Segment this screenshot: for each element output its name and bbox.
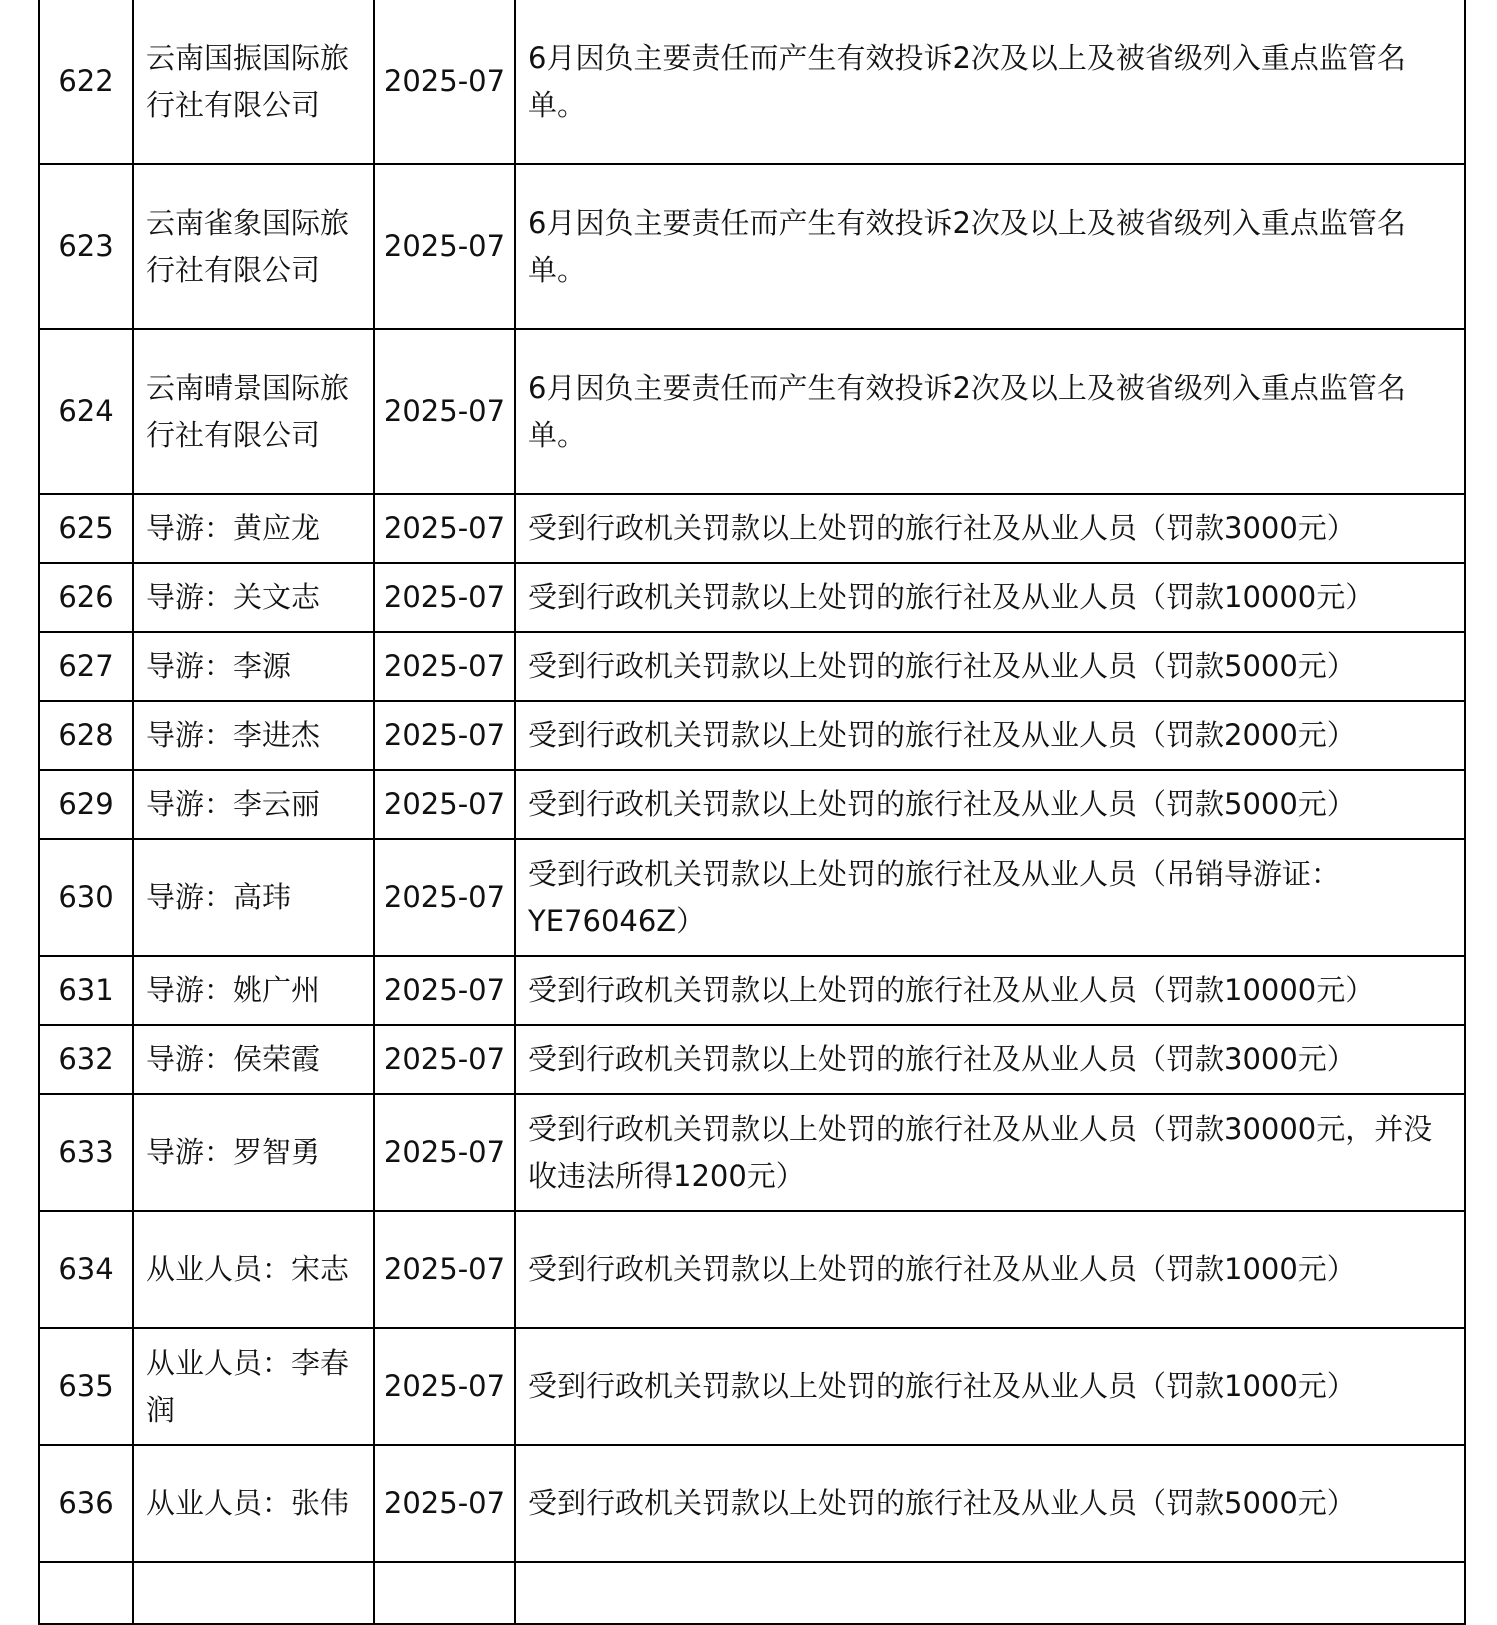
listing-reason: 受到行政机关罚款以上处罚的旅行社及从业人员（吊销导游证：YE76046Z） xyxy=(515,839,1465,956)
listing-reason: 受到行政机关罚款以上处罚的旅行社及从业人员（罚款10000元） xyxy=(515,563,1465,632)
table-row xyxy=(39,1328,1465,1445)
listing-reason: 6月因负主要责任而产生有效投诉2次及以上及被省级列入重点监管名单。 xyxy=(515,0,1465,164)
entity-name: 导游：李源 xyxy=(133,632,374,701)
listing-date: 2025-07 xyxy=(374,1025,515,1094)
listing-date: 2025-07 xyxy=(374,839,515,956)
listing-reason: 受到行政机关罚款以上处罚的旅行社及从业人员（罚款3000元） xyxy=(515,494,1465,563)
entity-name: 云南国振国际旅行社有限公司 xyxy=(133,0,374,164)
table-row xyxy=(39,1211,1465,1328)
listing-reason: 受到行政机关罚款以上处罚的旅行社及从业人员（罚款10000元） xyxy=(515,956,1465,1025)
entity-name: 从业人员：李春润 xyxy=(133,1328,374,1445)
row-number: 629 xyxy=(39,770,133,839)
listing-reason: 受到行政机关罚款以上处罚的旅行社及从业人员（罚款30000元，并没收违法所得1200元） xyxy=(515,1094,1465,1211)
row-number: 633 xyxy=(39,1094,133,1211)
table-row xyxy=(39,494,1465,563)
entity-name: 云南晴景国际旅行社有限公司 xyxy=(133,329,374,494)
row-number: 625 xyxy=(39,494,133,563)
listing-reason-empty xyxy=(515,1562,1465,1624)
listing-date: 2025-07 xyxy=(374,1445,515,1562)
listing-reason: 6月因负主要责任而产生有效投诉2次及以上及被省级列入重点监管名单。 xyxy=(515,164,1465,329)
entity-name: 导游：侯荣霞 xyxy=(133,1025,374,1094)
row-number: 635 xyxy=(39,1328,133,1445)
listing-date: 2025-07 xyxy=(374,1328,515,1445)
row-number: 623 xyxy=(39,164,133,329)
listing-date-empty xyxy=(374,1562,515,1624)
entity-name-empty xyxy=(133,1562,374,1624)
listing-date: 2025-07 xyxy=(374,563,515,632)
row-number: 632 xyxy=(39,1025,133,1094)
table-row xyxy=(39,839,1465,956)
table-row xyxy=(39,1445,1465,1562)
entity-name: 从业人员：张伟 xyxy=(133,1445,374,1562)
row-number: 627 xyxy=(39,632,133,701)
row-number: 631 xyxy=(39,956,133,1025)
entity-name: 导游：黄应龙 xyxy=(133,494,374,563)
row-number: 624 xyxy=(39,329,133,494)
table-row xyxy=(39,563,1465,632)
listing-date: 2025-07 xyxy=(374,494,515,563)
row-number: 626 xyxy=(39,563,133,632)
listing-reason: 受到行政机关罚款以上处罚的旅行社及从业人员（罚款5000元） xyxy=(515,632,1465,701)
row-number: 628 xyxy=(39,701,133,770)
table-row xyxy=(39,0,1465,164)
entity-name: 从业人员：宋志 xyxy=(133,1211,374,1328)
entity-name: 导游：李云丽 xyxy=(133,770,374,839)
table-row xyxy=(39,770,1465,839)
listing-reason: 受到行政机关罚款以上处罚的旅行社及从业人员（罚款1000元） xyxy=(515,1328,1465,1445)
row-number: 630 xyxy=(39,839,133,956)
table-row xyxy=(39,164,1465,329)
listing-date: 2025-07 xyxy=(374,770,515,839)
listing-date: 2025-07 xyxy=(374,956,515,1025)
entity-name: 云南雀象国际旅行社有限公司 xyxy=(133,164,374,329)
records-table xyxy=(38,0,1466,1625)
listing-date: 2025-07 xyxy=(374,1094,515,1211)
row-number: 622 xyxy=(39,0,133,164)
table-row-partial xyxy=(39,1562,1465,1624)
table-row xyxy=(39,956,1465,1025)
row-number: 636 xyxy=(39,1445,133,1562)
listing-reason: 6月因负主要责任而产生有效投诉2次及以上及被省级列入重点监管名单。 xyxy=(515,329,1465,494)
listing-reason: 受到行政机关罚款以上处罚的旅行社及从业人员（罚款5000元） xyxy=(515,1445,1465,1562)
listing-date: 2025-07 xyxy=(374,632,515,701)
listing-date: 2025-07 xyxy=(374,0,515,164)
table-row xyxy=(39,701,1465,770)
table-row xyxy=(39,1025,1465,1094)
listing-reason: 受到行政机关罚款以上处罚的旅行社及从业人员（罚款1000元） xyxy=(515,1211,1465,1328)
table-row xyxy=(39,632,1465,701)
row-number-empty xyxy=(39,1562,133,1624)
listing-date: 2025-07 xyxy=(374,164,515,329)
listing-date: 2025-07 xyxy=(374,1211,515,1328)
entity-name: 导游：姚广州 xyxy=(133,956,374,1025)
listing-reason: 受到行政机关罚款以上处罚的旅行社及从业人员（罚款3000元） xyxy=(515,1025,1465,1094)
listing-date: 2025-07 xyxy=(374,329,515,494)
row-number: 634 xyxy=(39,1211,133,1328)
table-row xyxy=(39,329,1465,494)
listing-date: 2025-07 xyxy=(374,701,515,770)
entity-name: 导游：罗智勇 xyxy=(133,1094,374,1211)
entity-name: 导游：高玮 xyxy=(133,839,374,956)
listing-reason: 受到行政机关罚款以上处罚的旅行社及从业人员（罚款2000元） xyxy=(515,701,1465,770)
entity-name: 导游：关文志 xyxy=(133,563,374,632)
listing-reason: 受到行政机关罚款以上处罚的旅行社及从业人员（罚款5000元） xyxy=(515,770,1465,839)
entity-name: 导游：李进杰 xyxy=(133,701,374,770)
table-row xyxy=(39,1094,1465,1211)
